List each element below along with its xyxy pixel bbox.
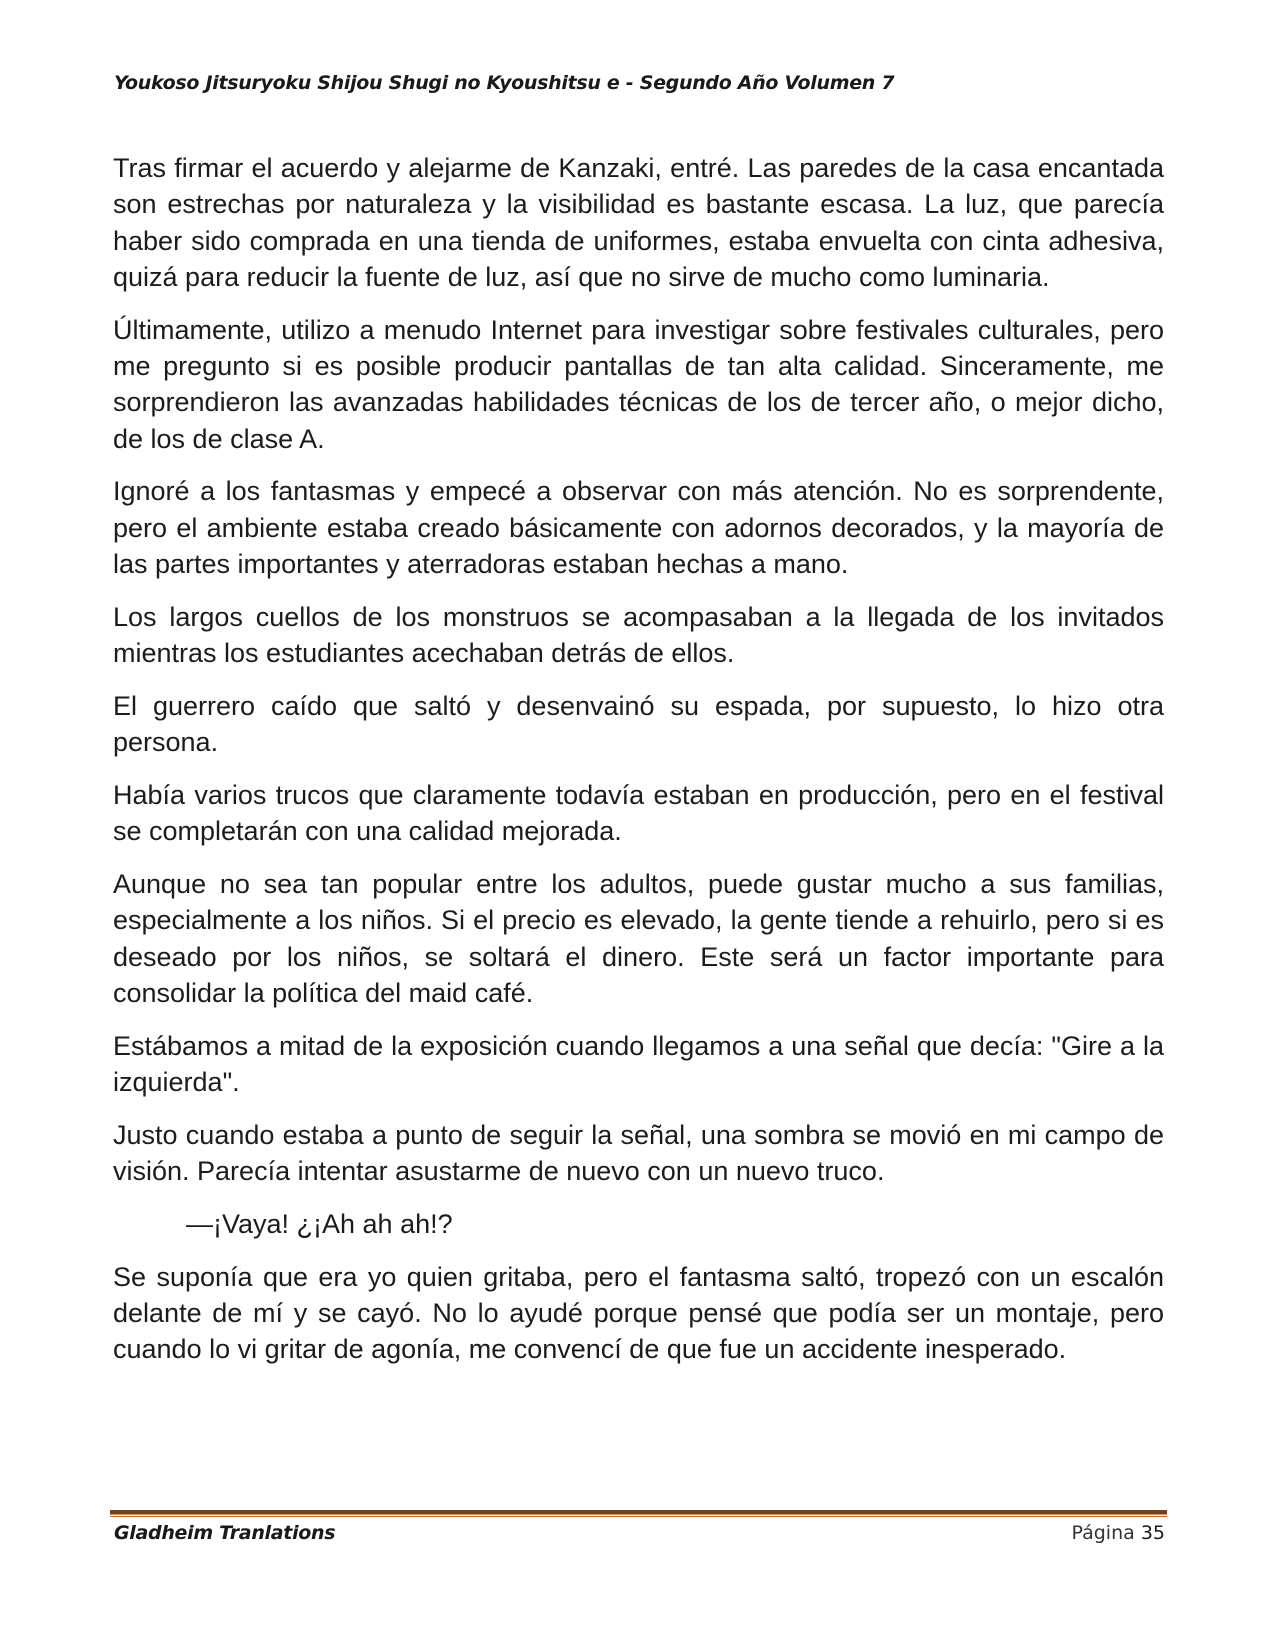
page-number-block xyxy=(1071,1522,1165,1544)
page-number: 35 xyxy=(1140,1522,1165,1544)
paragraph: Tras firmar el acuerdo y alejarme de Kanzaki, entré. Las paredes de la casa encantada son estrechas por naturaleza y la visibilidad es bastante escasa. La luz, que parecía haber sido comprada en una tienda de uniformes, estaba envuelta con cinta adhesiva, quizá para reducir la fuente de luz, así que no sirve de mucho como luminaria. xyxy=(113,153,1164,292)
paragraph: Había varios trucos que claramente todavía estaban en producción, pero en el festival se completarán con una calidad mejorada. xyxy=(113,779,1164,847)
footer-credit: Gladheim Tranlations xyxy=(114,1522,336,1544)
page-body xyxy=(113,150,1164,1384)
paragraph: Se suponía que era yo quien gritaba, pero el fantasma saltó, tropezó con un escalón delante de mí y se cayó. No lo ayudé porque pensé que podía ser un montaje, pero cuando lo vi gritar de agonía, me convencí de que fue un accidente inesperado. xyxy=(113,1261,1164,1365)
paragraph: Ignoré a los fantasmas y empecé a observar con más atención. No es sorprendente, pero el ambiente estaba creado básicamente con adornos decorados, y la mayoría de las partes importantes y aterradoras estaban hechas a mano. xyxy=(113,476,1164,579)
page-label: Página xyxy=(1071,1522,1135,1544)
paragraph: Últimamente, utilizo a menudo Internet para investigar sobre festivales culturales, pero me pregunto si es posible producir pantallas de tan alta calidad. Sinceramente, me sorprendieron las avanzadas habilidades técnicas de los de tercer año, o mejor dicho, de los de clase A. xyxy=(113,314,1164,454)
footer-divider xyxy=(110,1510,1167,1515)
paragraph: Estábamos a mitad de la exposición cuando llegamos a una señal que decía: "Gire a la izquierda". xyxy=(113,1030,1164,1098)
paragraph: Aunque no sea tan popular entre los adultos, puede gustar mucho a sus familias, especialmente a los niños. Si el precio es elevado, la gente tiende a rehuirlo, pero si es deseado por los niños, se soltará el dinero. Este será un factor importante para consolidar la política del maid café. xyxy=(113,869,1164,1008)
paragraph: El guerrero caído que saltó y desenvainó su espada, por supuesto, lo hizo otra persona. xyxy=(113,690,1164,758)
paragraph: Los largos cuellos de los monstruos se acompasaban a la llegada de los invitados mientras los estudiantes acechaban detrás de ellos. xyxy=(113,601,1164,669)
dialogue-line: —¡Vaya! ¿¡Ah ah ah!? xyxy=(186,1208,453,1239)
running-header: Youkoso Jitsuryoku Shijou Shugi no Kyoushitsu e - Segundo Año Volumen 7 xyxy=(114,72,895,94)
paragraph: Justo cuando estaba a punto de seguir la señal, una sombra se movió en mi campo de visión. Parecía intentar asustarme de nuevo con un nuevo truco. xyxy=(113,1119,1164,1187)
